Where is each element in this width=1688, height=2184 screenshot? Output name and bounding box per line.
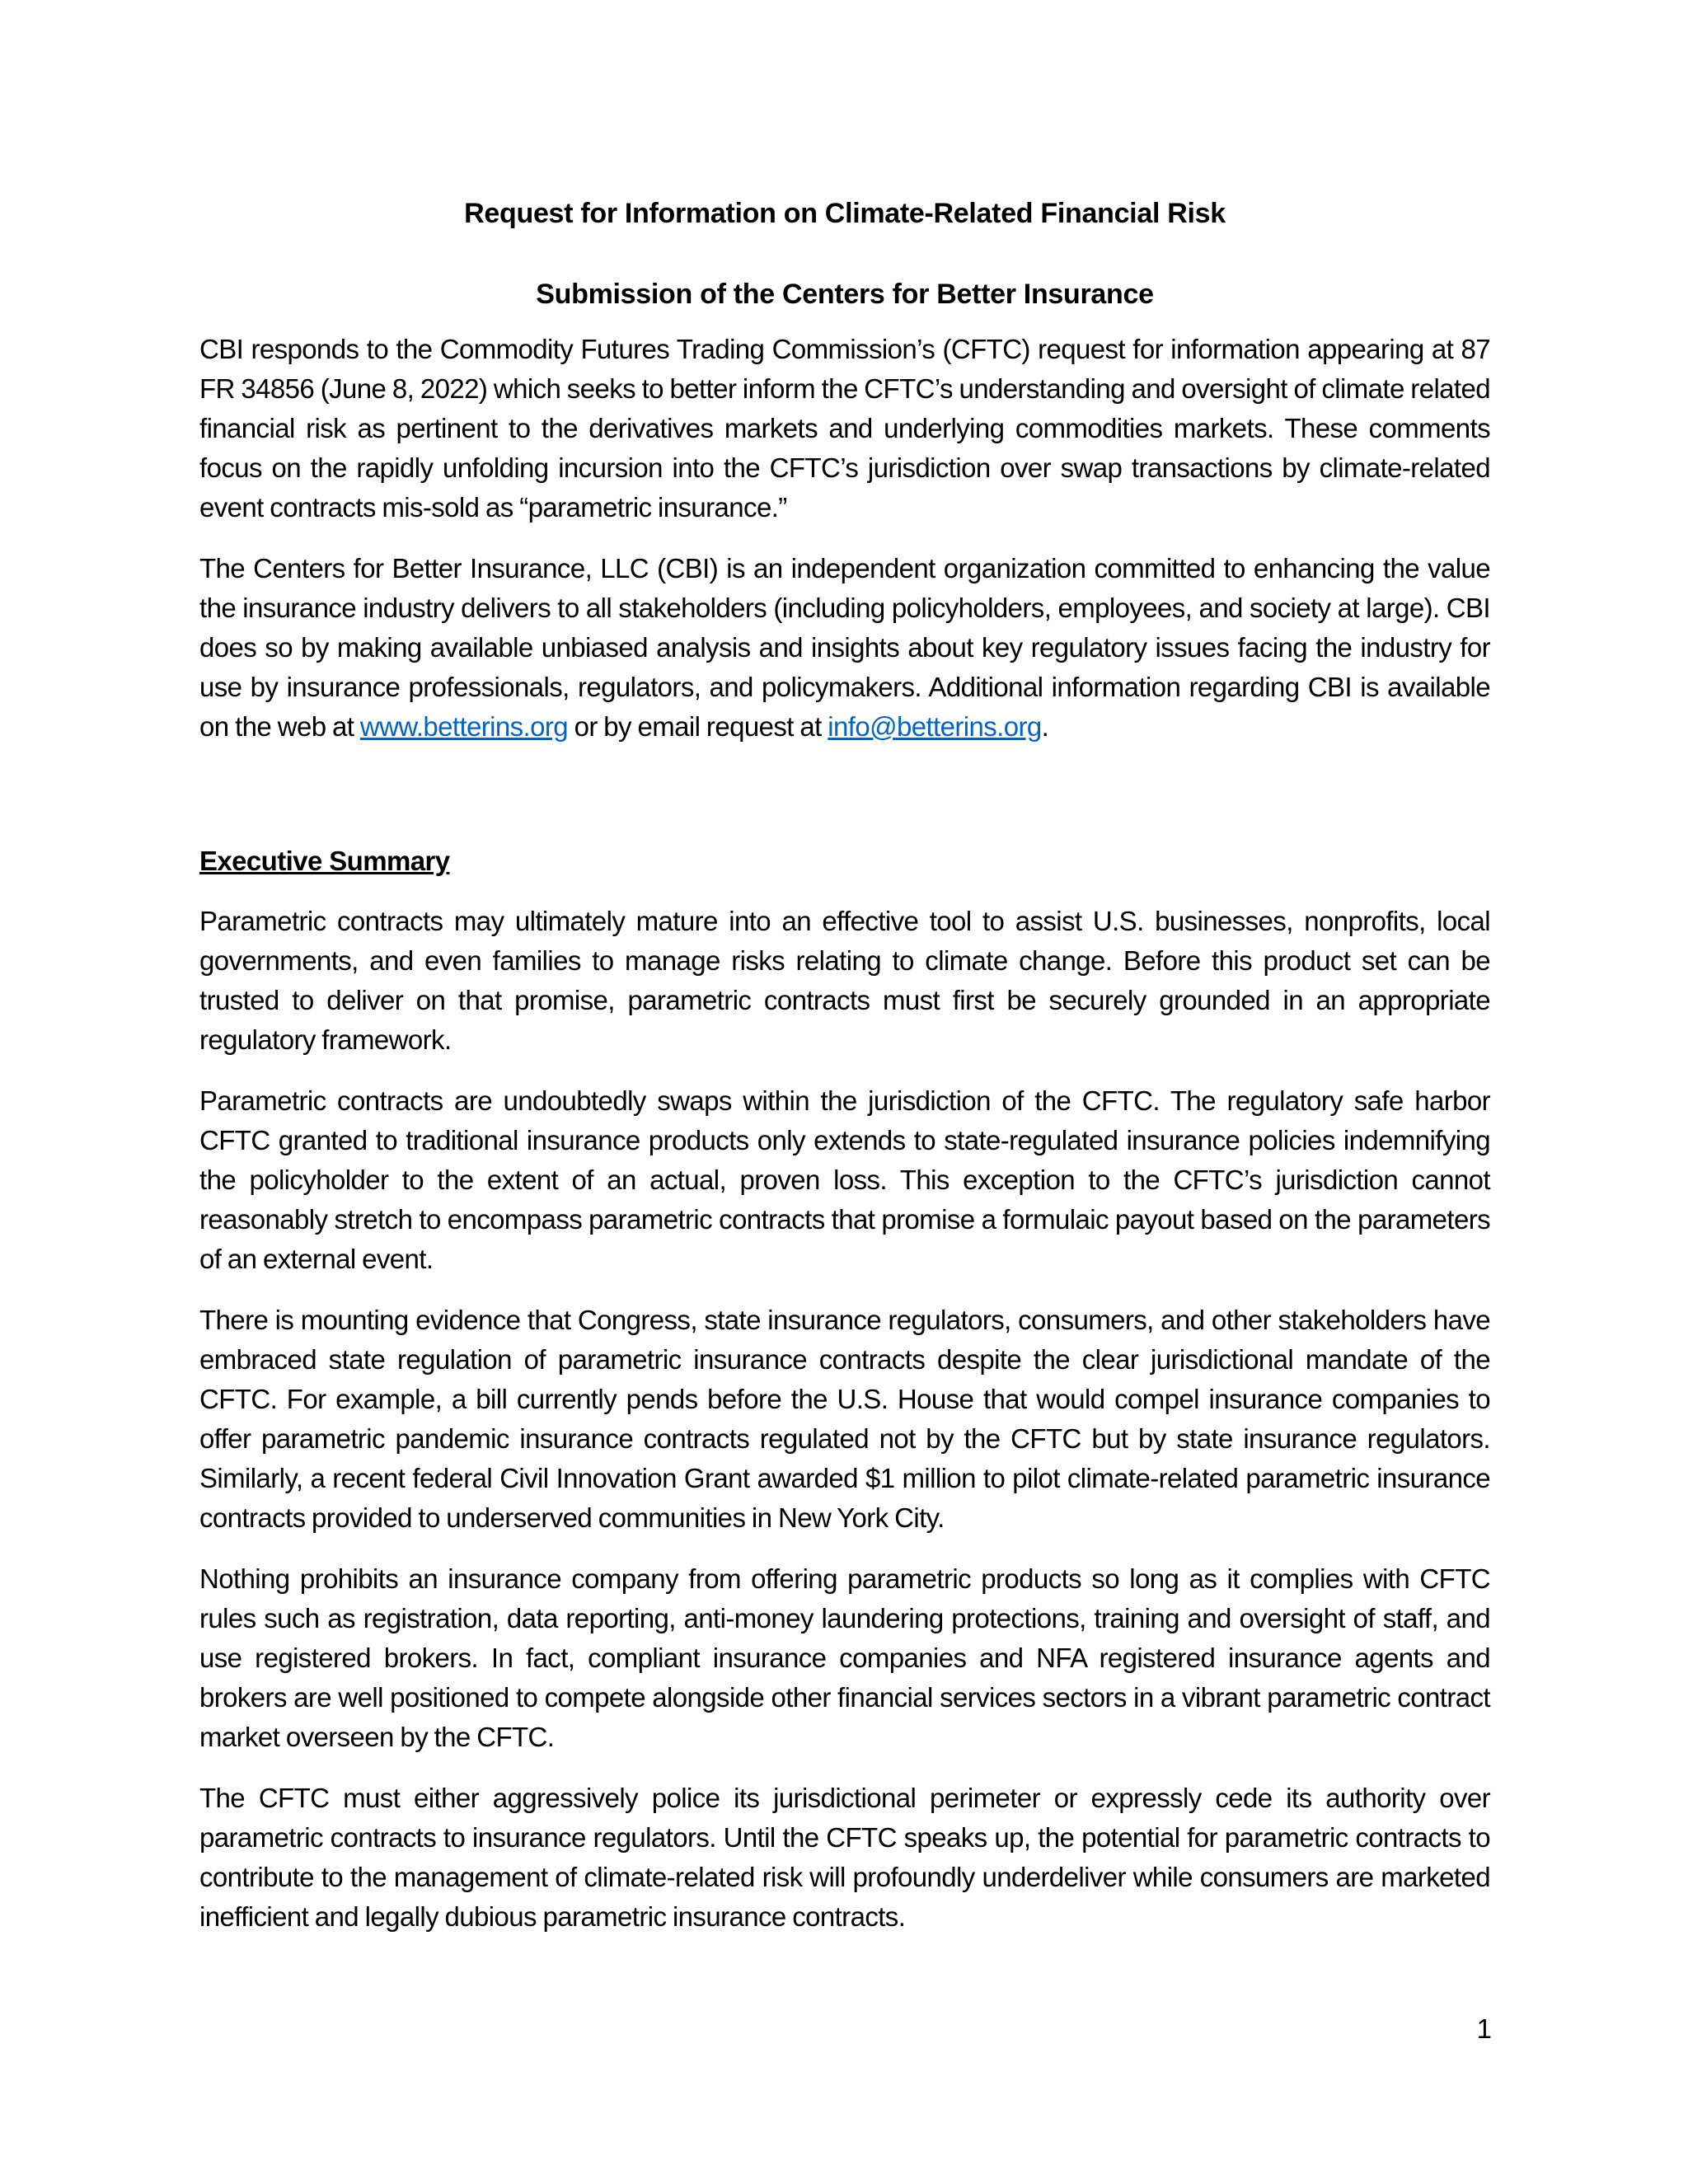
about-text-before-links: The Centers for Better Insurance, LLC (CBI) is an independent organization committed to enhancing the value the insurance industry delivers to all stakeholders (including policyholders, employees, and society at large). CBI does so by making available unbiased analysis and insights about key regulatory issues facing the industry for use by insurance professionals, regulators, and policymakers. Additional information regarding CBI is available on the web at [199, 553, 1490, 742]
document-body [199, 196, 1490, 1937]
summary-paragraph-1: Parametric contracts may ultimately mature into an effective tool to assist U.S. businesses, nonprofits, local governments, and even families to manage risks relating to climate change. Before this product set can be trusted to deliver on that promise, parametric contracts must first be securely grounded in an appropriate regulatory framework. [199, 906, 1490, 1055]
summary-paragraph-2: Parametric contracts are undoubtedly swaps within the jurisdiction of the CFTC. The regulatory safe harbor CFTC granted to traditional insurance products only extends to state-regulated insurance policies indemnifying the policyholder to the extent of an actual, proven loss. This exception to the CFTC’s jurisdiction cannot reasonably stretch to encompass parametric contracts that promise a formulaic payout based on the parameters of an external event. [199, 1085, 1490, 1274]
page-number: 1 [1476, 2013, 1492, 2044]
about-text-between-links: or by email request at [568, 711, 828, 742]
executive-summary-heading: Executive Summary [199, 846, 450, 876]
website-link[interactable]: www.betterins.org [359, 711, 568, 742]
about-text-after-links: . [1041, 711, 1049, 742]
summary-paragraph-5: The CFTC must either aggressively police its jurisdictional perimeter or expressly cede its authority over parametric contracts to insurance regulators. Until the CFTC speaks up, the potential for parametric contracts to contribute to the management of climate-related risk will profoundly underdeliver while consumers are marketed inefficient and legally dubious parametric insurance contracts. [199, 1783, 1490, 1932]
about-paragraph [199, 549, 1490, 747]
summary-paragraph-4: Nothing prohibits an insurance company from offering parametric products so long as it complies with CFTC rules such as registration, data reporting, anti-money laundering protections, training and oversight of staff, and use registered brokers. In fact, compliant insurance companies and NFA registered insurance agents and brokers are well positioned to compete alongside other financial services sectors in a vibrant parametric contract market overseen by the CFTC. [199, 1563, 1490, 1752]
document-title: Request for Information on Climate-Related Financial Risk [464, 198, 1226, 229]
intro-paragraph: CBI responds to the Commodity Futures Trading Commission’s (CFTC) request for information appearing at 87 FR 34856 (June 8, 2022) which seeks to better inform the CFTC’s understanding and oversight of climate related financial risk as pertinent to the derivatives markets and underlying commodities markets. These comments focus on the rapidly unfolding incursion into the CFTC’s jurisdiction over swap transactions by climate-related event contracts mis-sold as “parametric insurance.” [199, 334, 1490, 523]
document-subtitle: Submission of the Centers for Better Insurance [536, 279, 1154, 310]
summary-paragraph-3: There is mounting evidence that Congress, state insurance regulators, consumers, and other stakeholders have embraced state regulation of parametric insurance contracts despite the clear jurisdictional mandate of the CFTC. For example, a bill currently pends before the U.S. House that would compel insurance companies to offer parametric pandemic insurance contracts regulated not by the CFTC but by state insurance regulators. Similarly, a recent federal Civil Innovation Grant awarded $1 million to pilot climate-related parametric insurance contracts provided to underserved communities in New York City. [199, 1305, 1490, 1533]
email-link[interactable]: info@betterins.org [828, 711, 1042, 742]
